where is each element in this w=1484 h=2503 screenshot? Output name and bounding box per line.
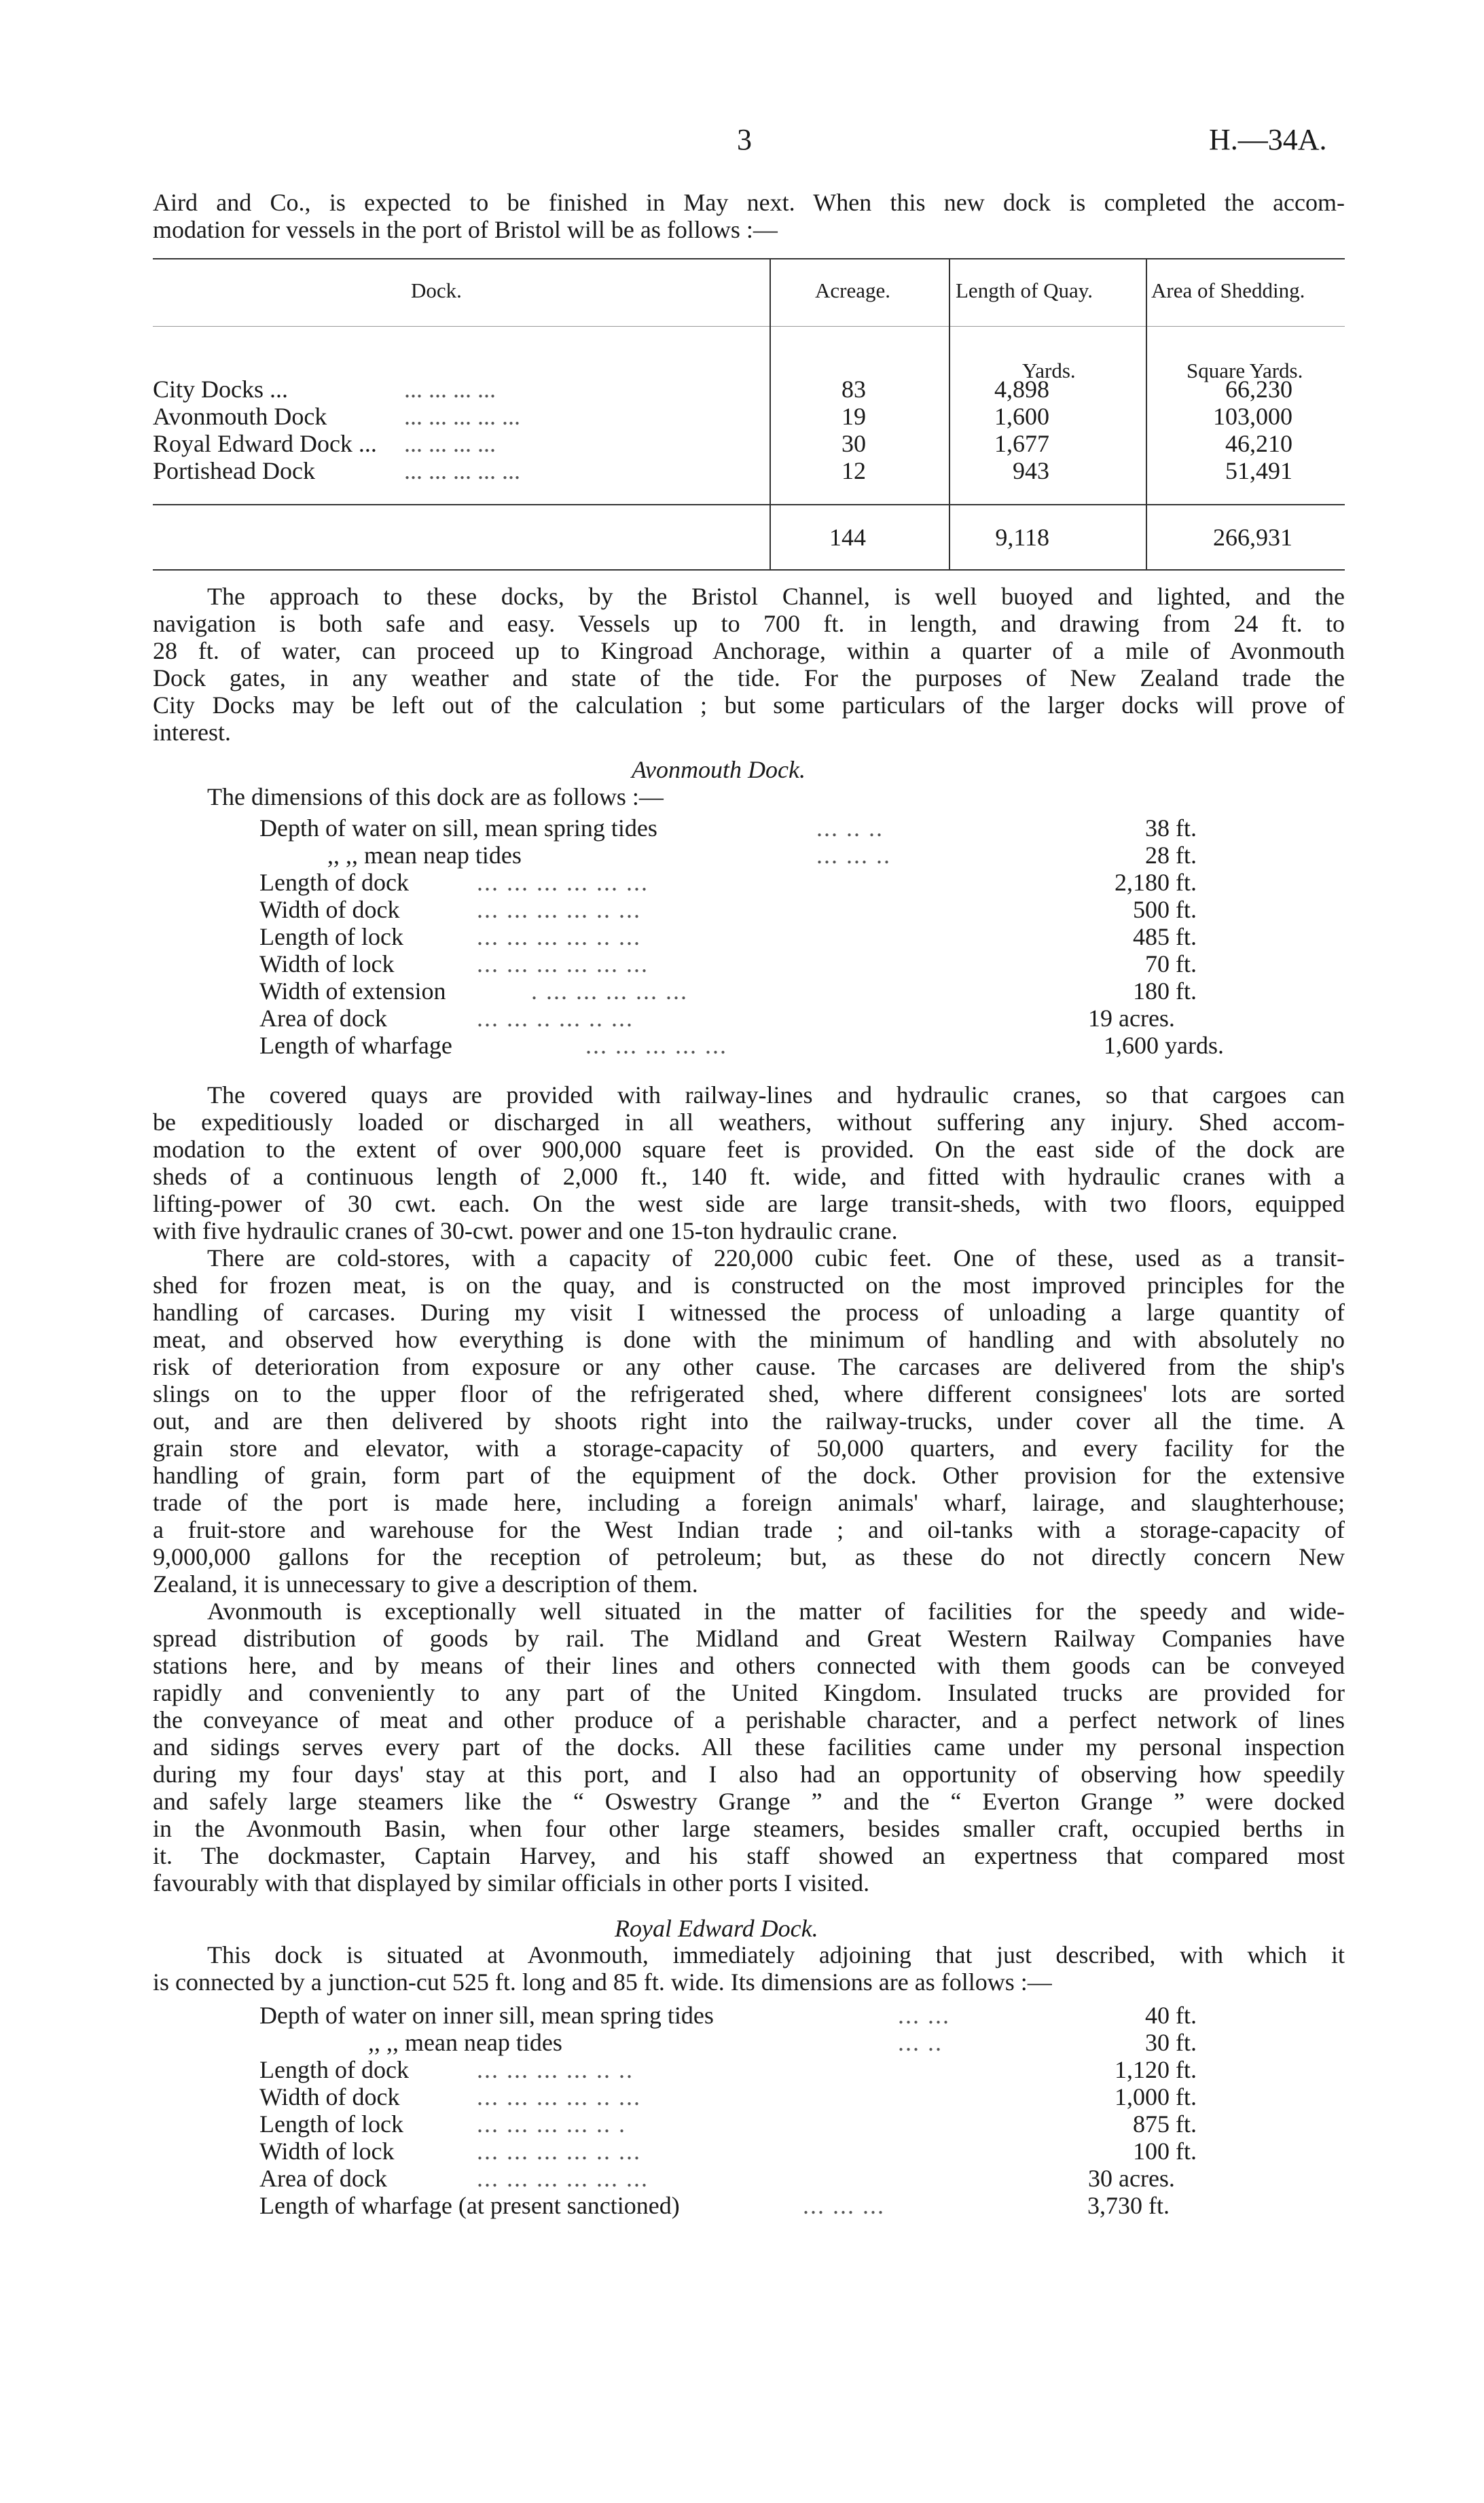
table-top-rule <box>153 258 1345 259</box>
table-header-rule <box>153 326 1345 327</box>
paragraph-line: There are cold-stores, with a capacity of 220,000 cubic feet. One of these, used as a transit- <box>207 1244 1345 1272</box>
paragraph-line: handling of grain, form part of the equipment of the dock. Other provision for the extensive <box>153 1462 1345 1489</box>
dimension-value: 1,000 ft. <box>1115 2083 1197 2110</box>
table-column-rule <box>770 258 771 571</box>
royal-edward-heading: Royal Edward Dock. <box>615 1915 818 1942</box>
row-leader-dots: ... ... ... ... ... <box>404 403 520 430</box>
leader-dots: ... ... ... ... .. ... <box>477 896 641 923</box>
table-column-rule <box>1146 258 1147 571</box>
dimension-row <box>259 1004 1224 1031</box>
intro-line: modation for vessels in the port of Bristol will be as follows :— <box>153 216 778 243</box>
paragraph-line: lifting-power of 30 cwt. each. On the west side are large transit-sheds, with two floors, equipped <box>153 1190 1345 1217</box>
paragraph-line: modation to the extent of over 900,000 square feet is provided. On the east side of the dock are <box>153 1136 1345 1163</box>
dimension-row <box>259 977 1224 1004</box>
paragraph-line: 28 ft. of water, can proceed up to Kingroad Anchorage, within a quarter of a mile of Avonmouth <box>153 637 1345 664</box>
paragraph-line: with five hydraulic cranes of 30-cwt. power and one 15-ton hydraulic crane. <box>153 1217 898 1244</box>
dimension-value: 500 ft. <box>1133 896 1197 923</box>
dimension-label: Length of wharfage <box>259 1032 452 1059</box>
paragraph-line: the conveyance of meat and other produce of a perishable character, and a perfect network of lines <box>153 1706 1345 1733</box>
unit-square-yards: Square Yards. <box>1187 359 1303 382</box>
dimension-label: Length of dock <box>259 869 409 896</box>
leader-dots: ... ... ... <box>803 2192 885 2219</box>
paragraph-line: City Docks may be left out of the calculation ; but some particulars of the larger docks will prove of <box>153 691 1345 719</box>
paragraph-line: Avonmouth is exceptionally well situated in the matter of facilities for the speedy and wide- <box>207 1598 1345 1625</box>
leader-dots: ... ... ... ... .. . <box>477 2110 626 2138</box>
dimension-value: 2,180 ft. <box>1115 869 1197 896</box>
total-length: 9,118 <box>995 524 1049 551</box>
intro-line: Aird and Co., is expected to be finished in May next. When this new dock is completed the accom- <box>153 189 1345 216</box>
paragraph-line: meat, and observed how everything is done with the minimum of handling and with absolutely no <box>153 1326 1345 1353</box>
dimension-value: 30 acres. <box>1088 2165 1175 2192</box>
avonmouth-intro: The dimensions of this dock are as follows :— <box>207 783 664 810</box>
paragraph-line: a fruit-store and warehouse for the West Indian trade ; and oil-tanks with a storage-capacity of <box>153 1516 1345 1543</box>
dimension-row <box>259 2110 1224 2137</box>
row-area: 46,210 <box>1225 430 1292 457</box>
paragraph-line: navigation is both safe and easy. Vessels up to 700 ft. in length, and drawing from 24 ft. to <box>153 610 1345 637</box>
intro-paragraph <box>153 189 1345 243</box>
dimension-row <box>259 814 1224 841</box>
covered-quays-paragraph <box>153 1081 1345 1244</box>
dimension-row <box>259 2055 1224 2083</box>
row-acreage: 83 <box>841 376 866 403</box>
leader-dots: ... ... .. ... .. ... <box>477 1005 634 1032</box>
paragraph-line: it. The dockmaster, Captain Harvey, and his staff showed an expertness that compared most <box>153 1842 1345 1869</box>
paragraph-line: is connected by a junction-cut 525 ft. long and 85 ft. wide. Its dimensions are as follows :— <box>153 1968 1052 1996</box>
leader-dots: ... ... <box>898 2002 950 2029</box>
paragraph-line: slings on to the upper floor of the refrigerated shed, where different consignees' lots are sorted <box>153 1380 1345 1407</box>
row-dock-name: Portishead Dock <box>153 457 315 484</box>
dimension-row <box>259 2028 1224 2055</box>
total-acreage: 144 <box>829 524 866 551</box>
dimension-row <box>259 2164 1224 2191</box>
rail-distribution-paragraph <box>153 1598 1345 1896</box>
paragraph-line: during my four days' stay at this port, and I also had an opportunity of observing how speedily <box>153 1761 1345 1788</box>
royal-edward-intro <box>153 1941 1345 1996</box>
leader-dots: ... .. <box>898 2029 943 2056</box>
total-area: 266,931 <box>1213 524 1292 551</box>
paragraph-line: rapidly and conveniently to any part of the United Kingdom. Insulated trucks are provided for <box>153 1679 1345 1706</box>
leader-dots: ... ... ... ... ... ... <box>477 869 649 896</box>
dimension-label: Depth of water on sill, mean spring tides <box>259 814 657 842</box>
dimension-label: Length of wharfage (at present sanctioned) <box>259 2192 680 2219</box>
row-acreage: 12 <box>841 457 866 484</box>
dimension-label: Width of lock <box>259 2138 395 2165</box>
row-leader-dots: ... ... ... ... <box>404 430 496 457</box>
paragraph-line: trade of the port is made here, including a foreign animals' wharf, lairage, and slaughterhouse; <box>153 1489 1345 1516</box>
leader-dots: ... ... ... ... .. .. <box>477 2056 634 2083</box>
paragraph-line: interest. <box>153 719 231 746</box>
leader-dots: ... ... ... ... ... <box>585 1032 727 1059</box>
leader-dots: ... ... ... ... ... ... <box>477 2165 649 2192</box>
table-bottom-rule <box>153 569 1345 571</box>
document-reference: H.—34A. <box>1209 123 1327 156</box>
dimension-row <box>259 2083 1224 2110</box>
dimension-label: Width of lock <box>259 950 395 977</box>
leader-dots: . ... ... ... ... ... <box>531 977 688 1005</box>
paragraph-line: The covered quays are provided with railway-lines and hydraulic cranes, so that cargoes can <box>207 1081 1345 1109</box>
paragraph-line: The approach to these docks, by the Bristol Channel, is well buoyed and lighted, and the <box>207 583 1345 610</box>
dimension-label: Width of dock <box>259 896 400 923</box>
leader-dots: ... ... ... ... .. ... <box>477 923 641 950</box>
paragraph-line: sheds of a continuous length of 2,000 ft., 140 ft. wide, and fitted with hydraulic cranes with a <box>153 1163 1345 1190</box>
dimension-value: 180 ft. <box>1133 977 1197 1005</box>
row-area: 51,491 <box>1225 457 1292 484</box>
dimension-value: 70 ft. <box>1145 950 1197 977</box>
row-length: 4,898 <box>994 376 1049 403</box>
dimension-row <box>259 895 1224 922</box>
dimension-row <box>259 922 1224 950</box>
dimension-label: ,, ,, mean neap tides <box>327 842 522 869</box>
leader-dots: ... .. .. <box>816 814 884 842</box>
paragraph-line: be expeditiously loaded or discharged in all weathers, without suffering any injury. Shed accom- <box>153 1109 1345 1136</box>
avonmouth-heading: Avonmouth Dock. <box>632 756 806 783</box>
paragraph-line: and safely large steamers like the “ Oswestry Grange ” and the “ Everton Grange ” were docked <box>153 1788 1345 1815</box>
header-dock: Dock. <box>411 278 462 302</box>
dimension-label: Area of dock <box>259 2165 387 2192</box>
row-area: 66,230 <box>1225 376 1292 403</box>
row-leader-dots: ... ... ... ... <box>404 376 496 403</box>
approach-paragraph <box>153 583 1345 746</box>
row-acreage: 30 <box>841 430 866 457</box>
row-acreage: 19 <box>841 403 866 430</box>
dimension-value: 38 ft. <box>1145 814 1197 842</box>
dimension-value: 30 ft. <box>1145 2029 1197 2056</box>
dimension-value: 485 ft. <box>1133 923 1197 950</box>
dimension-row <box>259 950 1224 977</box>
paragraph-line: spread distribution of goods by rail. The Midland and Great Western Railway Companies have <box>153 1625 1345 1652</box>
row-dock-name: City Docks ... <box>153 376 289 403</box>
dimension-value: 3,730 ft. <box>1087 2192 1170 2219</box>
row-dock-name: Royal Edward Dock ... <box>153 430 377 457</box>
docks-table <box>153 258 1345 571</box>
header-acreage: Acreage. <box>815 278 890 302</box>
leader-dots: ... ... ... ... ... ... <box>477 950 649 977</box>
dimension-value: 40 ft. <box>1145 2002 1197 2029</box>
row-length: 1,600 <box>994 403 1049 430</box>
row-length: 1,677 <box>994 430 1049 457</box>
row-area: 103,000 <box>1213 403 1292 430</box>
dimension-row <box>259 841 1224 868</box>
paragraph-line: Dock gates, in any weather and state of the tide. For the purposes of New Zealand trade the <box>153 664 1345 691</box>
paragraph-line: handling of carcases. During my visit I witnessed the process of unloading a large quantity of <box>153 1299 1345 1326</box>
leader-dots: ... ... ... ... .. ... <box>477 2138 641 2165</box>
royal-edward-dimensions <box>259 2001 1224 2225</box>
paragraph-line: shed for frozen meat, is on the quay, and is constructed on the most improved principles for the <box>153 1272 1345 1299</box>
dimension-row <box>259 2001 1224 2028</box>
dimension-value: 1,120 ft. <box>1115 2056 1197 2083</box>
dimension-value: 100 ft. <box>1133 2138 1197 2165</box>
leader-dots: ... ... .. <box>816 842 891 869</box>
dimension-row <box>259 2191 1224 2218</box>
dimension-value: 19 acres. <box>1088 1005 1175 1032</box>
row-leader-dots: ... ... ... ... ... <box>404 457 520 484</box>
cold-stores-paragraph <box>153 1244 1345 1598</box>
dimension-row <box>259 868 1224 895</box>
paragraph-line: risk of deterioration from exposure or any other cause. The carcases are delivered from the ship's <box>153 1353 1345 1380</box>
dimension-label: ,, ,, mean neap tides <box>368 2029 562 2056</box>
dimension-value: 875 ft. <box>1133 2110 1197 2138</box>
paragraph-line: Zealand, it is unnecessary to give a description of them. <box>153 1570 698 1598</box>
dimension-label: Length of dock <box>259 2056 409 2083</box>
row-length: 943 <box>1013 457 1049 484</box>
dimension-row <box>259 2137 1224 2164</box>
dimension-label: Area of dock <box>259 1005 387 1032</box>
table-total-rule <box>153 504 1345 505</box>
avonmouth-dimensions <box>259 814 1224 1065</box>
paragraph-line: grain store and elevator, with a storage-capacity of 50,000 quarters, and every facility for the <box>153 1435 1345 1462</box>
dimension-label: Length of lock <box>259 2110 403 2138</box>
dimension-value: 1,600 yards. <box>1104 1032 1224 1059</box>
paragraph-line: stations here, and by means of their lines and others connected with them goods can be conveyed <box>153 1652 1345 1679</box>
page-number: 3 <box>737 123 752 156</box>
row-dock-name: Avonmouth Dock <box>153 403 327 430</box>
paragraph-line: favourably with that displayed by similar officials in other ports I visited. <box>153 1869 870 1896</box>
table-column-rule <box>949 258 950 571</box>
header-area-of-shedding: Area of Shedding. <box>1151 278 1305 302</box>
dimension-value: 28 ft. <box>1145 842 1197 869</box>
dimension-label: Depth of water on inner sill, mean spring tides <box>259 2002 714 2029</box>
paragraph-line: and sidings serves every part of the docks. All these facilities came under my personal inspection <box>153 1733 1345 1761</box>
dimension-label: Length of lock <box>259 923 403 950</box>
dimension-label: Width of extension <box>259 977 446 1005</box>
paragraph-line: 9,000,000 gallons for the reception of petroleum; but, as these do not directly concern New <box>153 1543 1345 1570</box>
paragraph-line: in the Avonmouth Basin, when four other large steamers, besides smaller craft, occupied berths in <box>153 1815 1345 1842</box>
paragraph-line: out, and are then delivered by shoots right into the railway-trucks, under cover all the time. A <box>153 1407 1345 1435</box>
dimension-row <box>259 1031 1224 1058</box>
unit-yards: Yards. <box>1022 359 1076 382</box>
paragraph-line: This dock is situated at Avonmouth, immediately adjoining that just described, with which it <box>207 1941 1345 1968</box>
leader-dots: ... ... ... ... .. ... <box>477 2083 641 2110</box>
header-length-of-quay: Length of Quay. <box>956 278 1093 302</box>
dimension-label: Width of dock <box>259 2083 400 2110</box>
